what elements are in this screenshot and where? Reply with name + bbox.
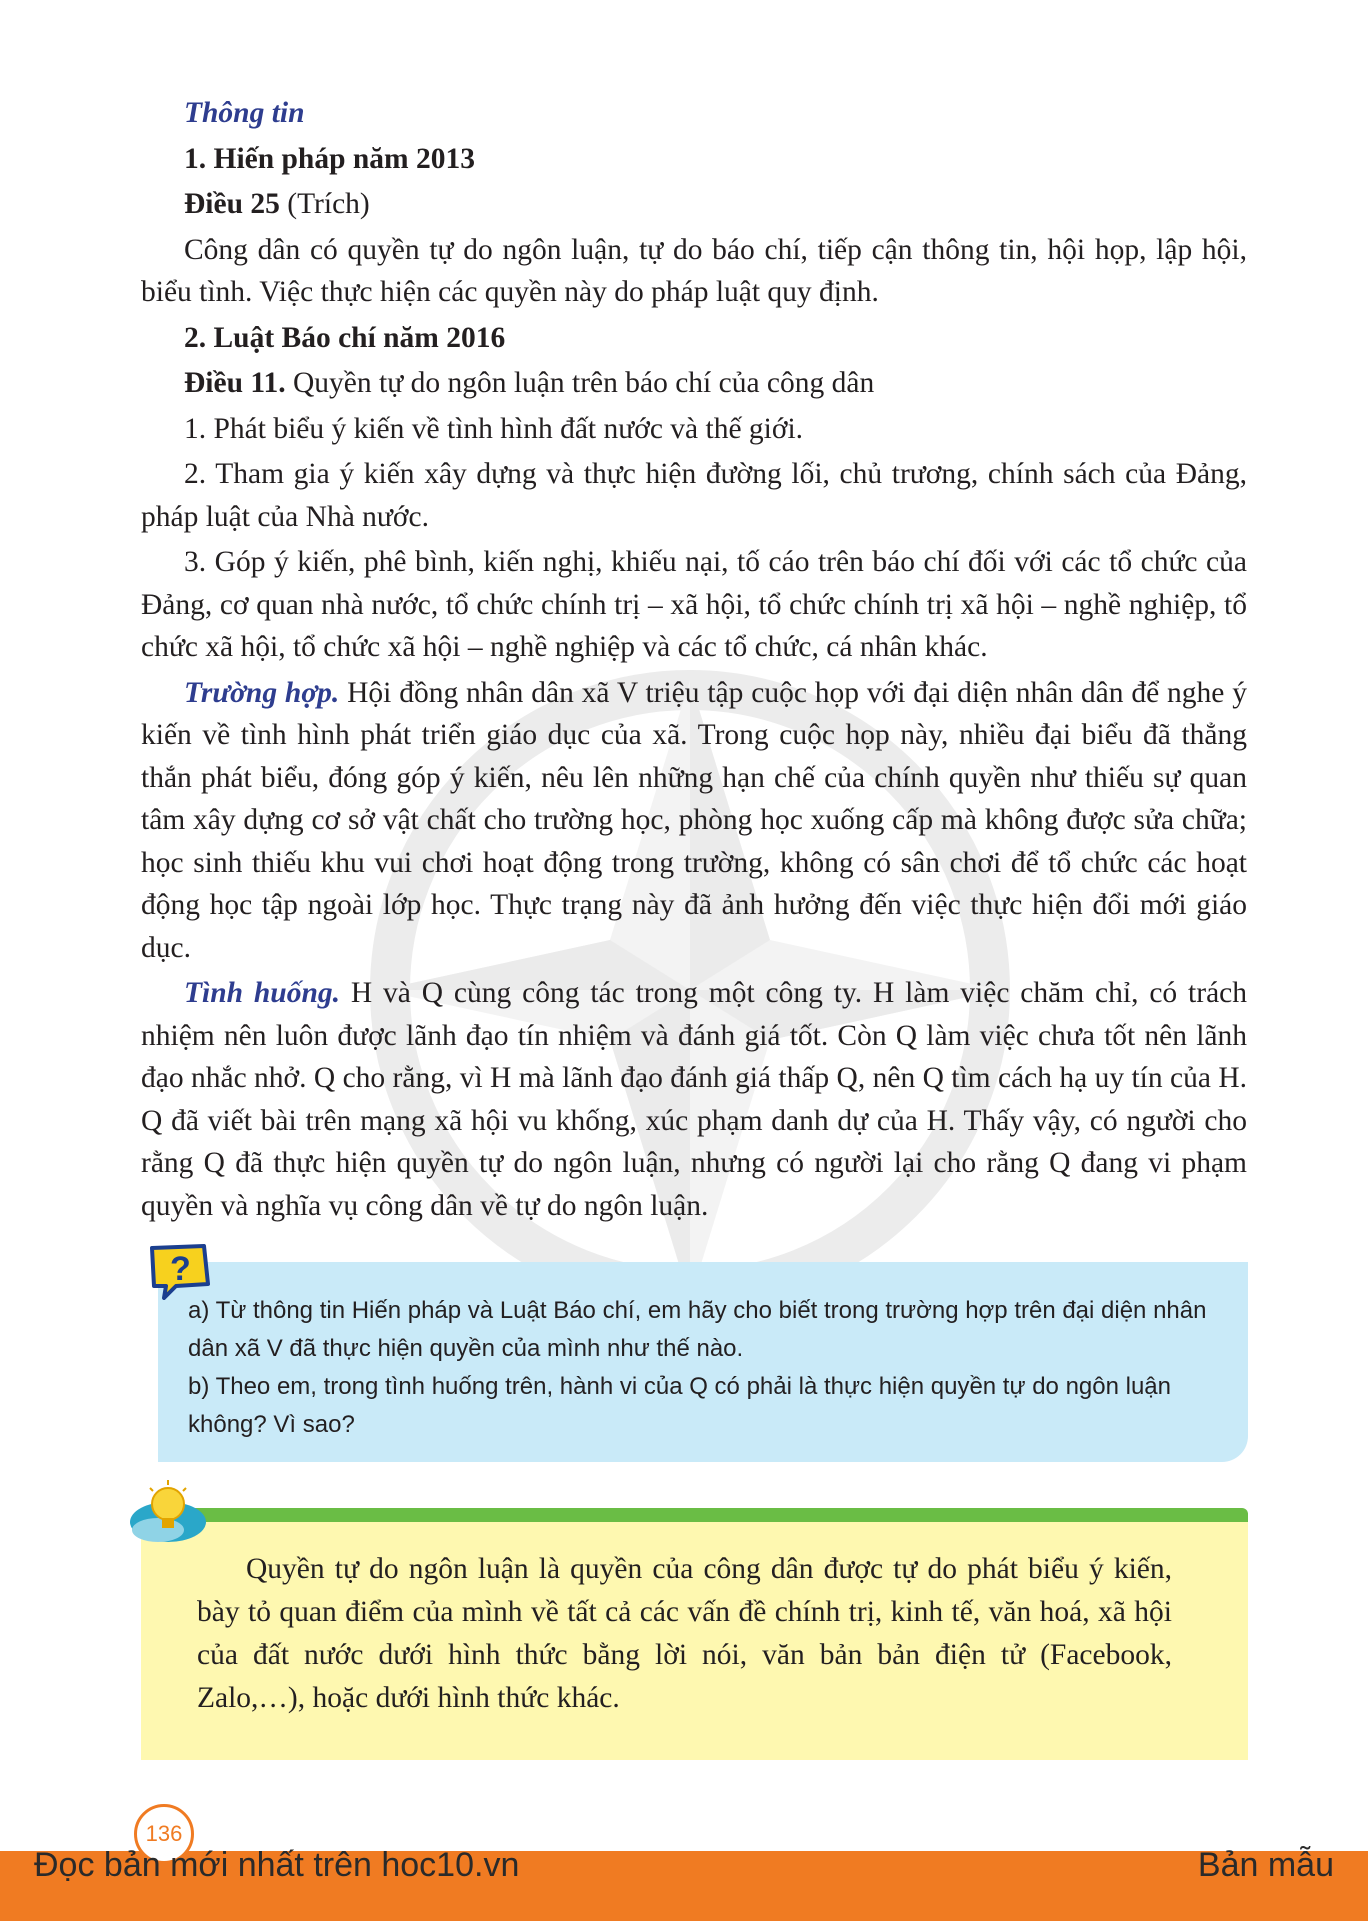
law2-item-3: 3. Góp ý kiến, phê bình, kiến nghị, khiếu nại, tố cáo trên báo chí đối với các tổ chức của Đảng, cơ quan nhà nước, tổ chức chính trị – xã hội, tổ chức chính trị xã hội – nghề nghiệp, tổ chức xã hội, tổ chức xã hội – nghề nghiệp và các tổ chức, cá nhân khác.: [141, 546, 1247, 663]
footer-sample-label: Bản mẫu: [1197, 1846, 1334, 1884]
footer-link-text[interactable]: Đọc bản mới nhất trên hoc10.vn: [34, 1846, 520, 1884]
question-text: [188, 1292, 1213, 1444]
law2-article-title: Quyền tự do ngôn luận trên báo chí của công dân: [285, 367, 875, 399]
law1-article-label: Điều 25: [184, 188, 280, 220]
case-label: Trường hợp.: [184, 676, 340, 709]
law2-title: 2. Luật Báo chí năm 2016: [184, 321, 506, 354]
situation-paragraph: [141, 972, 1247, 1227]
law1-article-note: (Trích): [279, 188, 370, 220]
situation-text: H và Q cùng công tác trong một công ty. H làm việc chăm chỉ, có trách nhiệm nên luôn được lãnh đạo tín nhiệm và đánh giá tốt. Còn Q làm việc chưa tốt nên lãnh đạo nhắc nhở. Q cho rằng, vì H mà lãnh đạo đánh giá thấp Q, nên Q tìm cách hạ uy tín của H. Q đã viết bài trên mạng xã hội vu khống, xúc phạm danh dự của H. Thấy vậy, có người cho rằng Q đã thực hiện quyền tự do ngôn luận, nhưng có người lại cho rằng Q đang vi phạm quyền và nghĩa vụ công dân về tự do ngôn luận.: [141, 977, 1248, 1222]
law2-article-label: Điều 11.: [184, 367, 286, 399]
main-content: [141, 92, 1247, 1230]
lightbulb-icon: [128, 1478, 214, 1548]
conclusion-text-block: [197, 1548, 1172, 1720]
question-b: b) Theo em, trong tình huống trên, hành vi của Q có phải là thực hiện quyền tự do ngôn luận không? Vì sao?: [188, 1373, 1172, 1438]
law1-title: 1. Hiến pháp năm 2013: [184, 142, 475, 175]
question-a: a) Từ thông tin Hiến pháp và Luật Báo chí, em hãy cho biết trong trường hợp trên đại diện nhân dân xã V đã thực hiện quyền của mình như thế nào.: [188, 1297, 1207, 1362]
situation-label: Tình huống.: [184, 977, 340, 1009]
case-text: Hội đồng nhân dân xã V triệu tập cuộc họp với đại diện nhân dân để nghe ý kiến về tình hình phát triển giáo dục của xã. Trong cuộc họp này, nhiều đại biểu đã thẳng thắn phát biểu, đóng góp ý kiến, nêu lên những hạn chế của chính quyền như thiếu sự quan tâm xây dựng cơ sở vật chất cho trường học, phòng học xuống cấp mà không được sửa chữa; học sinh thiếu khu vui chơi hoạt động trong trường, không có sân chơi để tổ chức các hoạt động học tập ngoài lớp học. Thực trạng này đã ảnh hưởng đến việc thực hiện đổi mới giáo dục.: [141, 676, 1247, 964]
law2-article: [141, 362, 1247, 405]
law1-text: Công dân có quyền tự do ngôn luận, tự do báo chí, tiếp cận thông tin, hội họp, lập hội, biểu tình. Việc thực hiện các quyền này do pháp luật quy định.: [141, 233, 1247, 308]
page-number: 136: [134, 1804, 194, 1864]
law2-item-2: 2. Tham gia ý kiến xây dựng và thực hiện đường lối, chủ trương, chính sách của Đảng, pháp luật của Nhà nước.: [141, 458, 1247, 533]
law1-article: [141, 183, 1247, 226]
law2-item-1: 1. Phát biểu ý kiến về tình hình đất nước và thế giới.: [184, 412, 804, 445]
conclusion-bar: [141, 1508, 1248, 1522]
conclusion-text: Quyền tự do ngôn luận là quyền của công dân được tự do phát biểu ý kiến, bày tỏ quan điểm của mình về tất cả các vấn đề chính trị, kinh tế, văn hoá, xã hội của đất nước dưới hình thức bằng lời nói, văn bản bản điện tử (Facebook, Zalo,…), hoặc dưới hình thức khác.: [197, 1553, 1172, 1714]
svg-text:?: ?: [170, 1250, 191, 1288]
case-paragraph: [141, 672, 1247, 970]
info-heading: Thông tin: [184, 97, 305, 129]
